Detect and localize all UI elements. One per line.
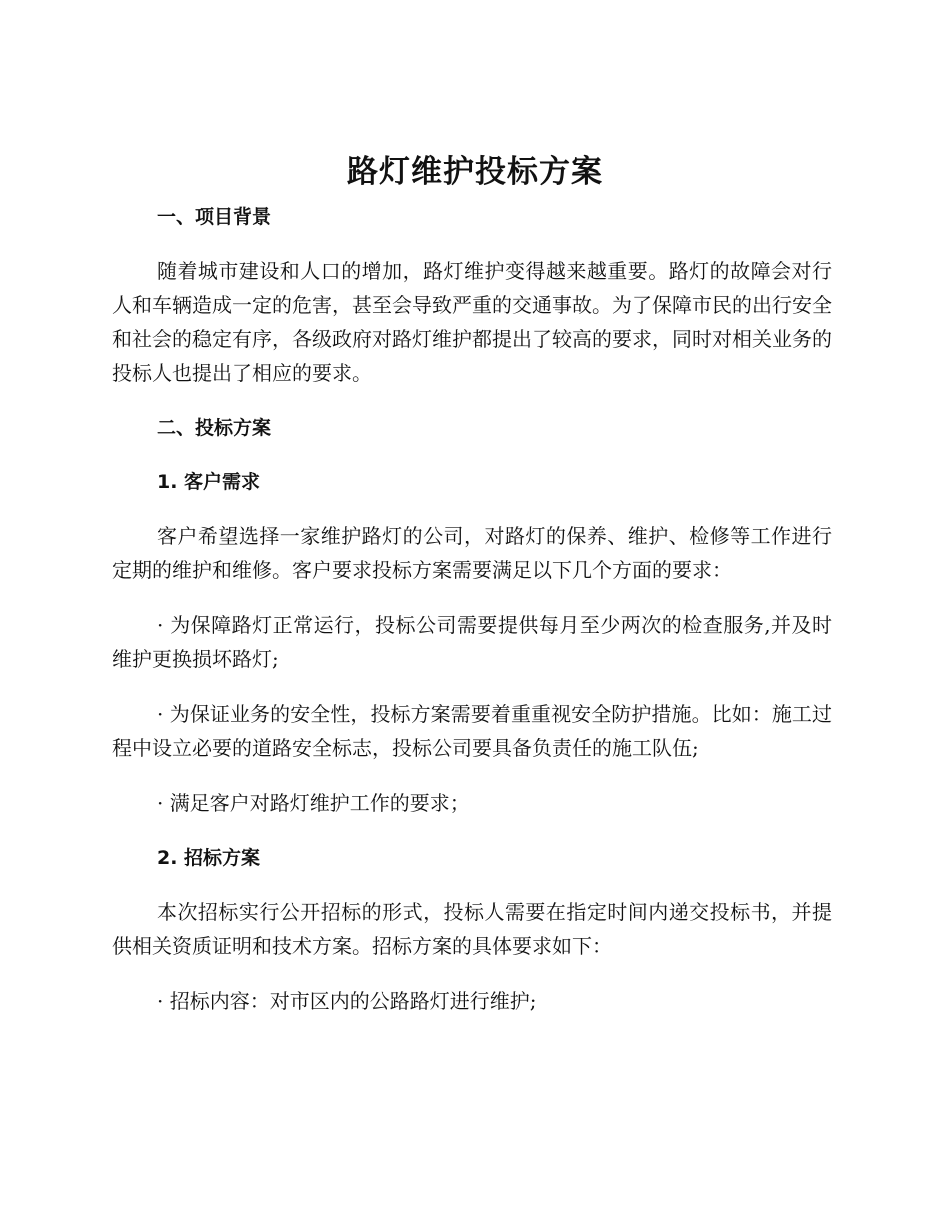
paragraph-customer-needs: 客户希望选择一家维护路灯的公司，对路灯的保养、维护、检修等工作进行定期的维护和维修。客户要求投标方案需要满足以下几个方面的要求：	[112, 524, 832, 582]
document-title: 路灯维护投标方案	[347, 154, 603, 190]
subsection-heading-customer-needs: 1. 客户需求	[157, 471, 261, 493]
document-body	[112, 200, 832, 1018]
section-heading-bid-plan: 二、投标方案	[157, 417, 272, 439]
paragraph-tender-plan: 本次招标实行公开招标的形式，投标人需要在指定时间内递交投标书，并提供相关资质证明和技术方案。招标方案的具体要求如下：	[112, 900, 832, 958]
bullet-item-inspection: · 为保障路灯正常运行，投标公司需要提供每月至少两次的检查服务,并及时维护更换损坏路灯;	[112, 613, 832, 671]
paragraph-background: 随着城市建设和人口的增加，路灯维护变得越来越重要。路灯的故障会对行人和车辆造成一定的危害，甚至会导致严重的交通事故。为了保障市民的出行安全和社会的稳定有序，各级政府对路灯维护都提出了较高的要求，同时对相关业务的投标人也提出了相应的要求。	[112, 259, 832, 385]
bullet-item-safety: · 为保证业务的安全性，投标方案需要着重重视安全防护措施。比如：施工过程中设立必要的道路安全标志，投标公司要具备负责任的施工队伍;	[112, 702, 832, 760]
bullet-item-requirements: · 满足客户对路灯维护工作的要求；	[157, 791, 470, 815]
section-heading-background: 一、项目背景	[157, 206, 272, 228]
subsection-heading-tender-plan: 2. 招标方案	[157, 847, 261, 869]
bullet-item-tender-content: · 招标内容：对市区内的公路路灯进行维护;	[157, 989, 537, 1013]
